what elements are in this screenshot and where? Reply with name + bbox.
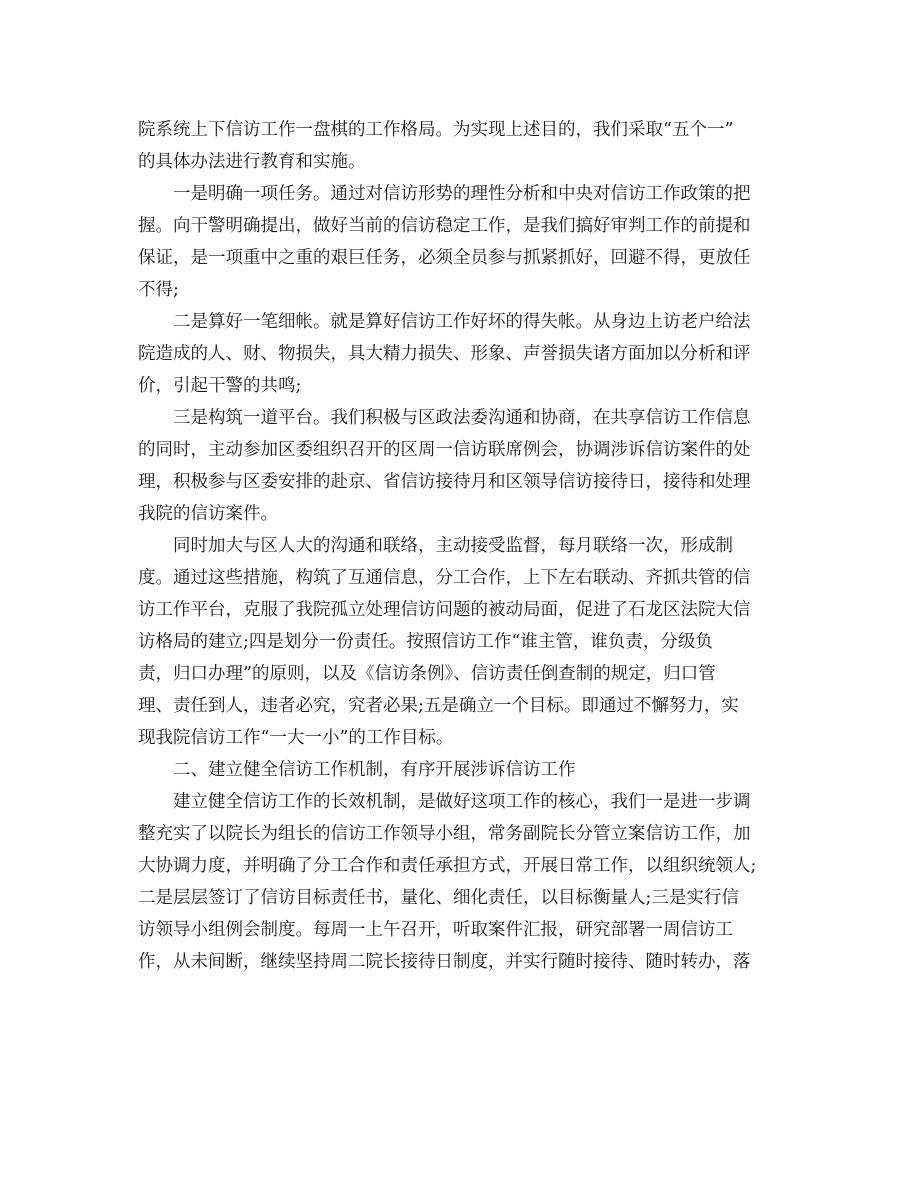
text-line: 建立健全信访工作的长效机制，是做好这项工作的核心，我们一是进一步调: [173, 792, 751, 812]
text-line: 理，积极参与区委安排的赴京、省信访接待月和区领导信访接待日，接待和处理: [138, 472, 751, 492]
document-body: [138, 114, 778, 978]
text-line: 二是层层签订了信访目标责任书，量化、细化责任，以目标衡量人;三是实行信: [138, 888, 739, 908]
text-line: 访格局的建立;四是划分一份责任。按照信访工作“谁主管，谁负责，分级负: [138, 632, 713, 652]
text-line: 二、建立健全信访工作机制，有序开展涉诉信访工作: [173, 760, 576, 780]
text-line: 整充实了以院长为组长的信访工作领导小组，常务副院长分管立案信访工作，加: [138, 824, 751, 844]
text-line: 保证，是一项重中之重的艰巨任务，必须全员参与抓紧抓好，回避不得，更放任: [138, 248, 751, 268]
text-line: 大协调力度，并明确了分工合作和责任承担方式，开展日常工作，以组织统领人;: [138, 856, 757, 876]
text-line: 二是算好一笔细帐。就是算好信访工作好坏的得失帐。从身边上访老户给法: [173, 312, 751, 332]
text-line: 三是构筑一道平台。我们积极与区政法委沟通和协商，在共享信访工作信息: [173, 408, 751, 428]
text-line: 价，引起干警的共鸣;: [138, 376, 302, 396]
text-line: 作，从未间断，继续坚持周二院长接待日制度，并实行随时接待、随时转办，落: [138, 952, 751, 972]
text-line: 握。向干警明确提出，做好当前的信访稳定工作，是我们搞好审判工作的前提和: [138, 216, 751, 236]
text-line: 理、责任到人，违者必究，究者必果;五是确立一个目标。即通过不懈努力，实: [138, 696, 739, 716]
text-line: 访领导小组例会制度。每周一上午召开，听取案件汇报，研究部署一周信访工: [138, 920, 733, 940]
text-line: 现我院信访工作“一大一小”的工作目标。: [138, 728, 454, 748]
text-line: 的具体办法进行教育和实施。: [138, 152, 366, 172]
text-line: 院造成的人、财、物损失，具大精力损失、形象、声誉损失诸方面加以分析和评: [138, 344, 751, 364]
text-line: 一是明确一项任务。通过对信访形势的理性分析和中央对信访工作政策的把: [173, 184, 751, 204]
text-line: 责，归口办理”的原则，以及《信访条例》、信访责任倒查制的规定，归口管: [138, 664, 716, 684]
text-line: 不得;: [138, 280, 179, 300]
text-line: 我院的信访案件。: [138, 504, 278, 524]
text-line: 访工作平台，克服了我院孤立处理信访问题的被动局面，促进了石龙区法院大信: [138, 600, 751, 620]
text-line: 院系统上下信访工作一盘棋的工作格局。为实现上述目的，我们采取“五个一”: [138, 120, 734, 140]
text-line: 的同时，主动参加区委组织召开的区周一信访联席例会，协调涉诉信访案件的处: [138, 440, 751, 460]
text-line: 同时加大与区人大的沟通和联络，主动接受监督，每月联络一次，形成制: [173, 536, 733, 556]
text-line: 度。通过这些措施，构筑了互通信息，分工合作，上下左右联动、齐抓共管的信: [138, 568, 751, 588]
